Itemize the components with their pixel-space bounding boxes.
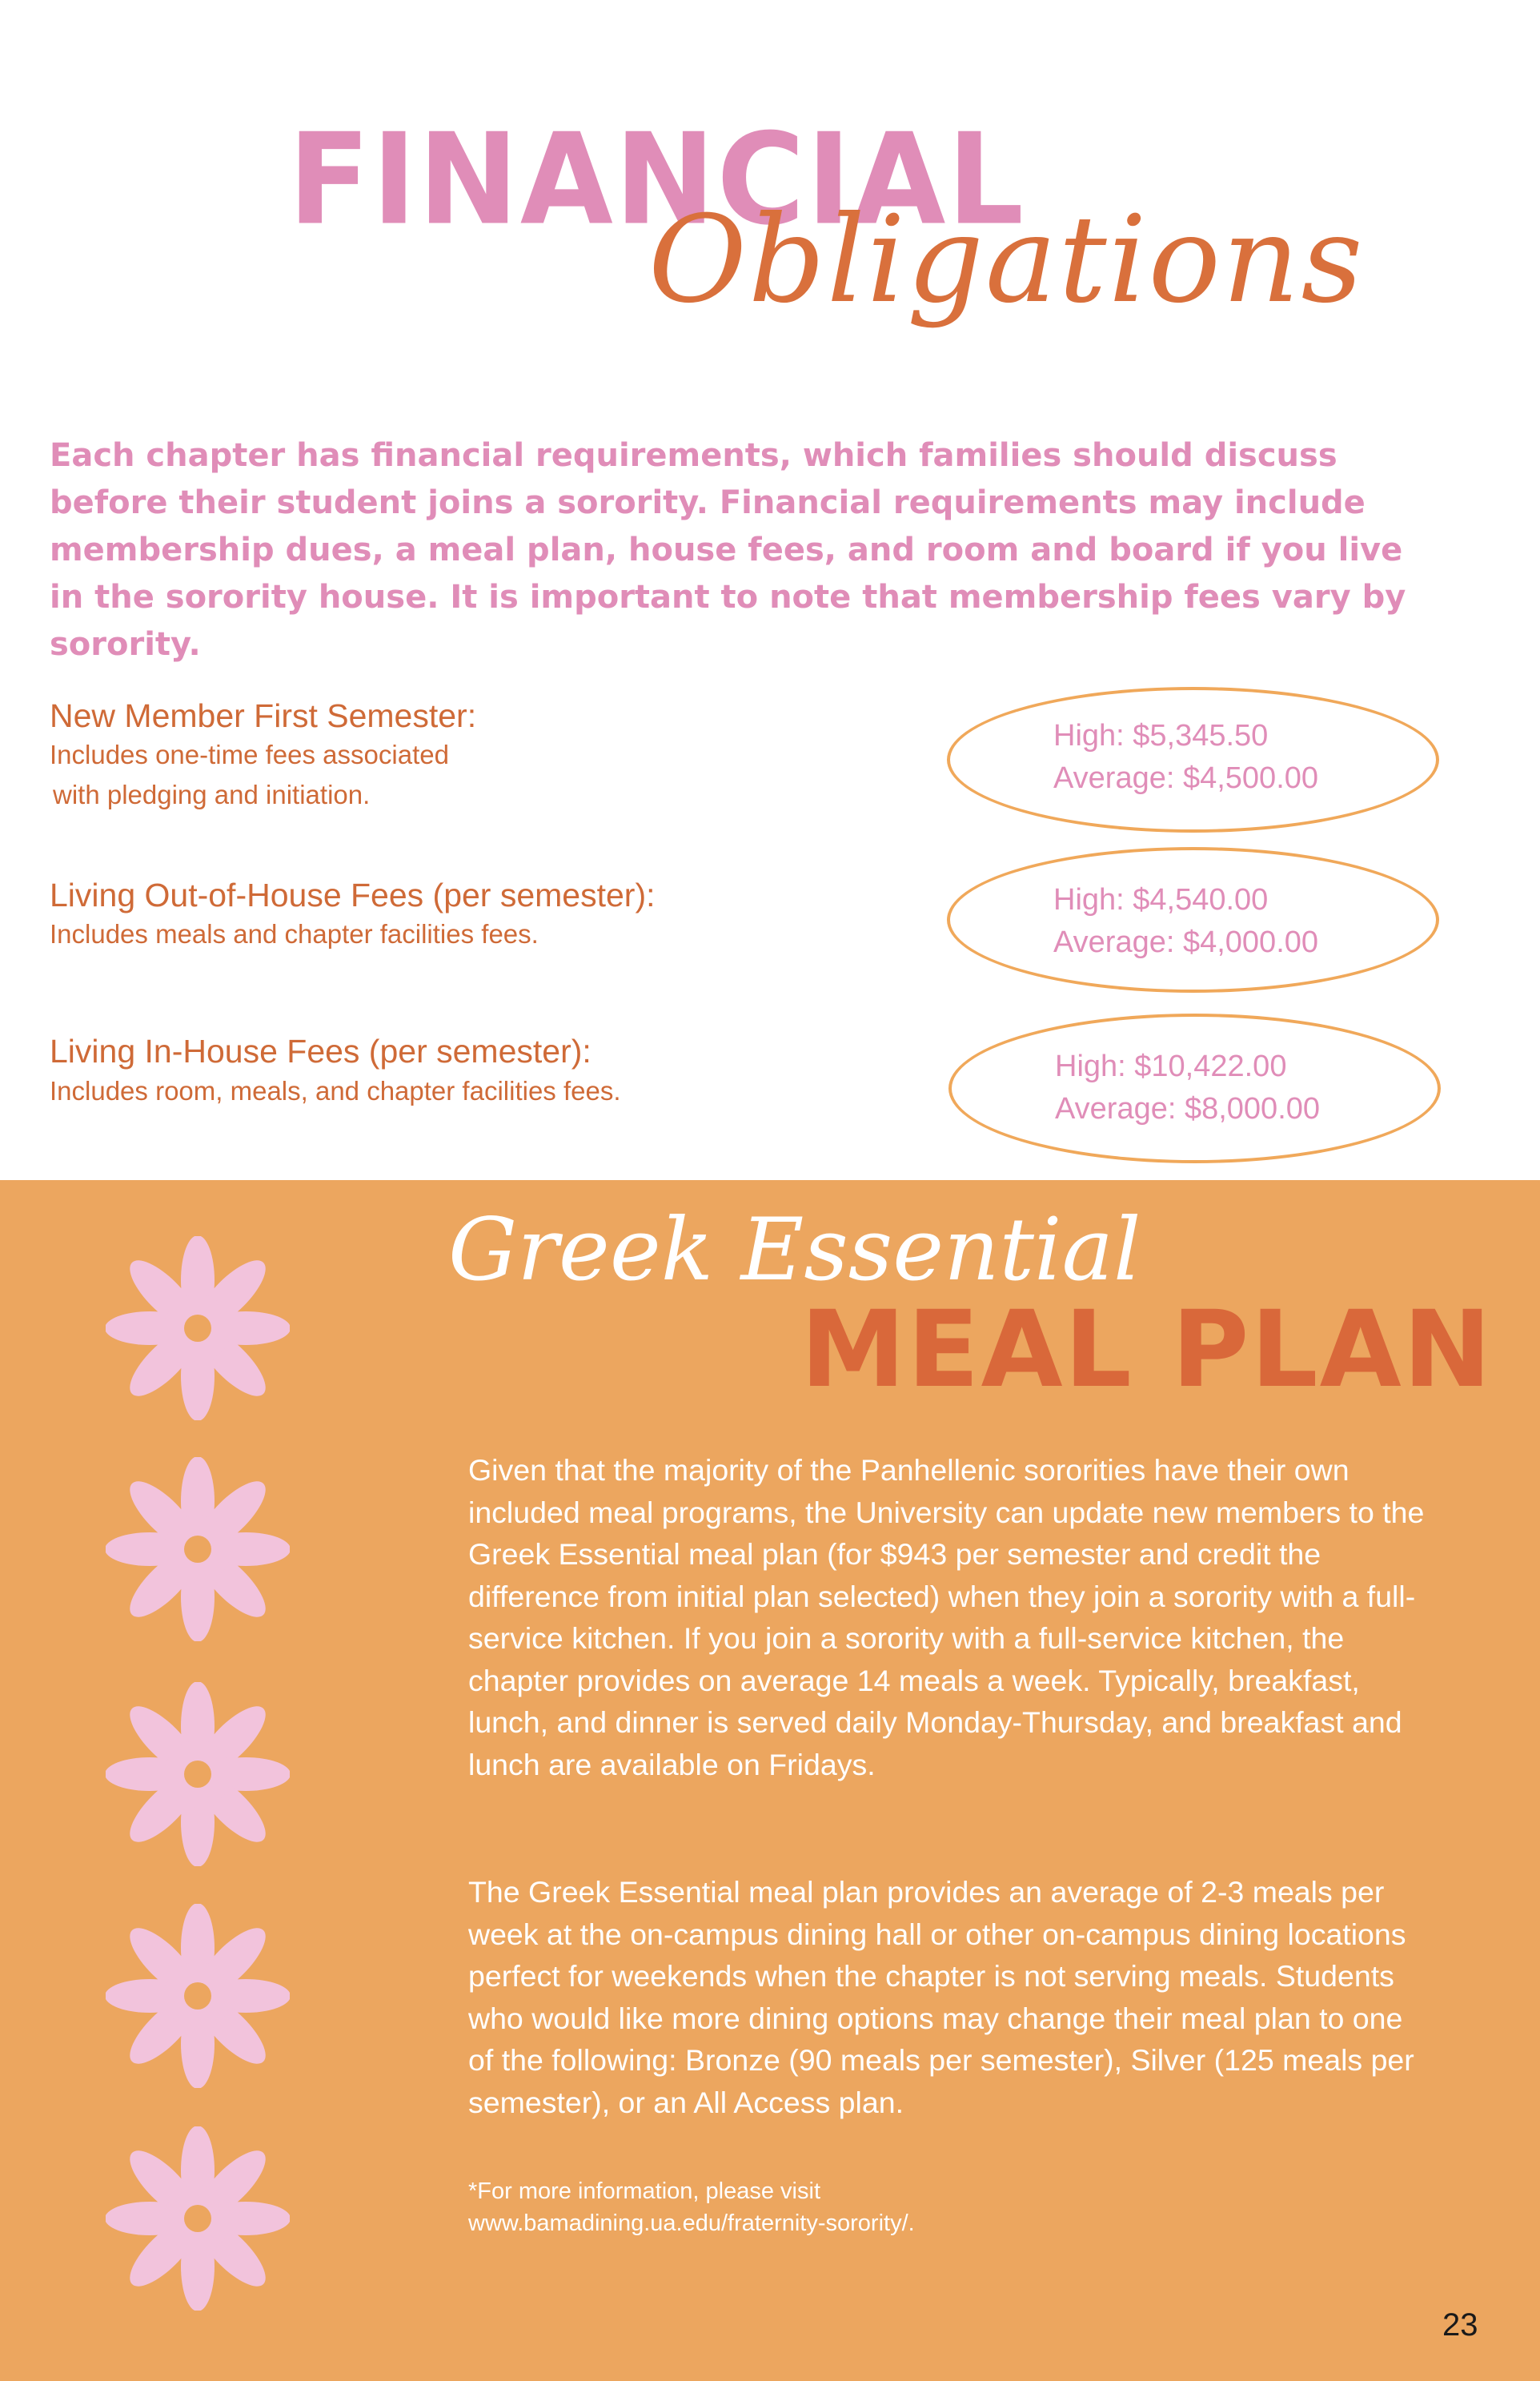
- meal-title-script: Greek Essential: [448, 1200, 1141, 1300]
- page-number: 23: [1442, 2307, 1478, 2343]
- fee-high: High: $10,422.00: [1055, 1050, 1287, 1083]
- flower-icon: [106, 1682, 290, 1866]
- fee-average: Average: $4,500.00: [1053, 761, 1319, 795]
- fee-description: Includes room, meals, and chapter facilities fees.: [50, 1076, 621, 1106]
- note-text: *For more information, please visit: [468, 2178, 820, 2204]
- fee-title: Living In-House Fees (per semester):: [50, 1033, 592, 1070]
- flower-icon: [106, 2126, 290, 2311]
- fee-high: High: $4,540.00: [1053, 883, 1269, 917]
- more-info-note: [468, 2175, 1189, 2239]
- meal-title-bold: MEAL PLAN: [800, 1288, 1494, 1411]
- meal-paragraph-2: The Greek Essential meal plan provides an average of 2-3 meals per week at the on-campus dining hall or other on-campus dining locations perfect for weekends when the chapter is not serving meals. Students who would like more dining options may change their meal plan to one of the following: Bronze (90 meals per semester), Silver (125 meals per semester), or an All Access plan.: [468, 1875, 1414, 2119]
- fee-high: High: $5,345.50: [1053, 719, 1269, 753]
- intro-paragraph: Each chapter has financial requirements, which families should discuss before their student joins a sorority. Financial requirements may include membership dues, a meal plan, house fees, and room and board if you live in the sorority house. It is important to note that membership fees vary by sorority.: [50, 437, 1406, 663]
- note-link[interactable]: www.bamadining.ua.edu/fraternity-sorority/.: [468, 2210, 915, 2236]
- flower-icon: [106, 1236, 290, 1420]
- fee-average: Average: $8,000.00: [1055, 1092, 1321, 1126]
- fee-average: Average: $4,000.00: [1053, 925, 1319, 959]
- fee-title: Living Out-of-House Fees (per semester):: [50, 877, 656, 913]
- fee-description: with pledging and initiation.: [53, 780, 371, 809]
- fee-description: Includes meals and chapter facilities fees.: [50, 919, 539, 949]
- meal-paragraph-1: Given that the majority of the Panhellenic sororities have their own included meal programs, the University can update new members to the Greek Essential meal plan (for $943 per semester and credit the difference from initial plan selected) when they join a sorority with a full-service kitchen. If you join a sorority with a full-service kitchen, the chapter provides on average 14 meals a week. Typically, breakfast, lunch, and dinner is served daily Monday-Thursday, and breakfast and lunch are available on Fridays.: [468, 1453, 1425, 1781]
- fee-title: New Member First Semester:: [50, 697, 477, 734]
- flower-icon: [106, 1457, 290, 1641]
- fee-description: Includes one-time fees associated: [50, 740, 449, 769]
- flower-icon: [106, 1904, 290, 2088]
- title-financial: FINANCIAL: [288, 106, 1026, 254]
- title-obligations: Obligations: [648, 191, 1365, 330]
